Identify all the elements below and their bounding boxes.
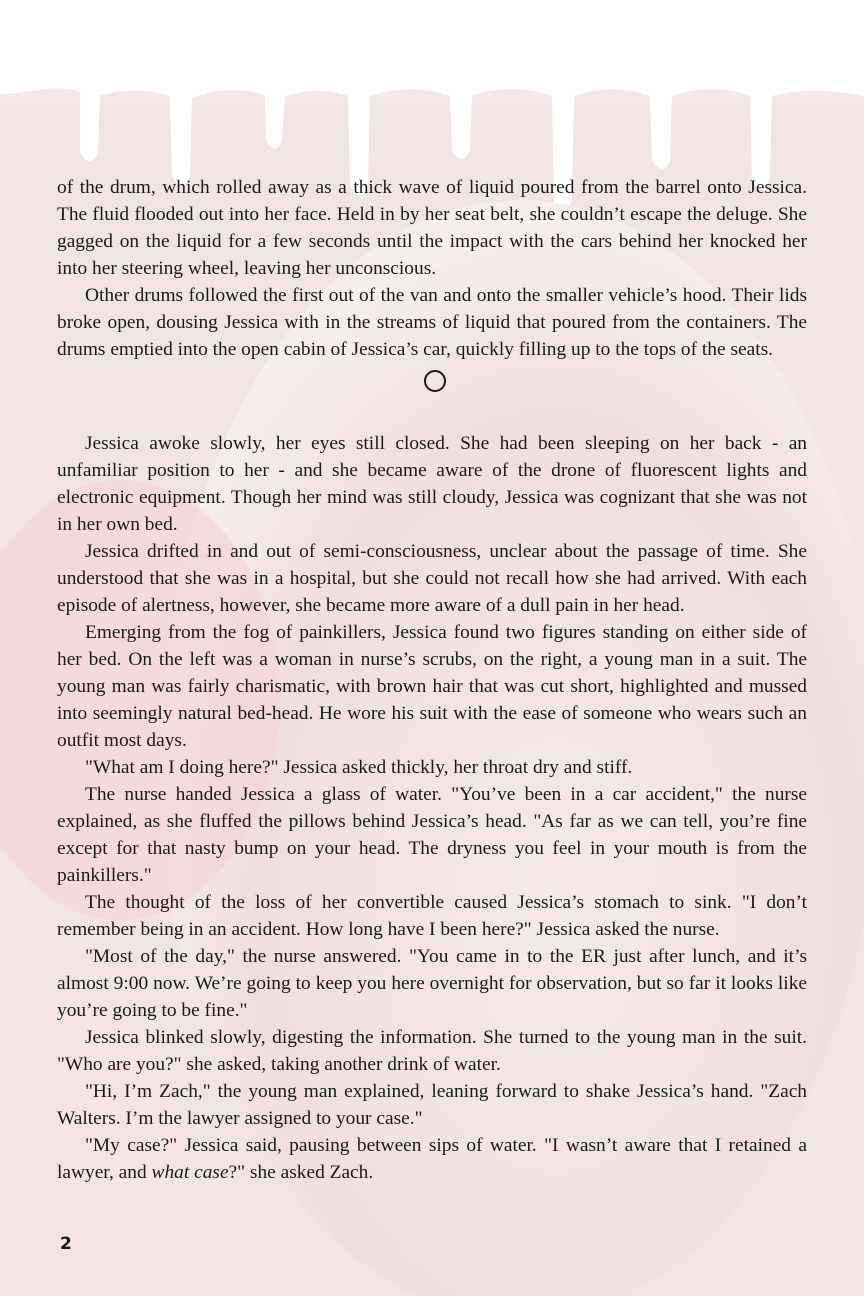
page-number: 2 — [60, 1234, 72, 1254]
paragraph: The thought of the loss of her convertible caused Jessica’s stomach to sink. "I don’t remember being in an accident. How long have I been here?" Jessica asked the nurse. — [57, 892, 807, 940]
body-text — [57, 174, 807, 1186]
paragraph: of the drum, which rolled away as a thick wave of liquid poured from the barrel onto Jessica. The fluid flooded out into her face. Held in by her seat belt, she couldn’t escape the deluge. She gagged on the liquid for a few seconds until the impact with the cars behind her knocked her into her steering wheel, leaving her unconscious. — [57, 177, 807, 279]
paragraph: Jessica awoke slowly, her eyes still closed. She had been sleeping on her back - an unfamiliar position to her - and she became aware of the drone of fluorescent lights and electronic equipment. Though her mind was still cloudy, Jessica was cognizant that she was not in her own bed. — [57, 433, 807, 535]
paragraph-text: "My case?" Jessica said, pausing between sips of water. "I wasn’t aware that I retained a lawyer, and — [57, 1135, 807, 1183]
paragraph: Emerging from the fog of painkillers, Jessica found two figures standing on either side of her bed. On the left was a woman in nurse’s scrubs, on the right, a young man in a suit. The young man was fairly charismatic, with brown hair that was cut short, highlighted and mussed into seemingly natural bed-head. He wore his suit with the ease of someone who wears such an outfit most days. — [57, 622, 807, 751]
emphasis-text: what case — [151, 1162, 229, 1183]
paragraph: "What am I doing here?" Jessica asked thickly, her throat dry and stiff. — [85, 757, 633, 778]
paragraph-text: ?" she asked Zach. — [228, 1162, 374, 1183]
section-break — [57, 368, 807, 422]
paragraph-last — [57, 1132, 807, 1186]
paragraph: Other drums followed the first out of the van and onto the smaller vehicle’s hood. Their lids broke open, dousing Jessica with in the streams of liquid that poured from the containers. The drums emptied into the open cabin of Jessica’s car, quickly filling up to the tops of the seats. — [57, 285, 807, 360]
paragraph: "Most of the day," the nurse answered. "You came in to the ER just after lunch, and it’s almost 9:00 now. We’re going to keep you here overnight for observation, but so far it looks like you’re going to be fine." — [57, 946, 807, 1021]
circle-icon — [424, 370, 446, 392]
paragraph: Jessica drifted in and out of semi-consciousness, unclear about the passage of time. She understood that she was in a hospital, but she could not recall how she had arrived. With each episode of alertness, however, she became more aware of a dull pain in her head. — [57, 541, 807, 616]
paragraph: "Hi, I’m Zach," the young man explained, leaning forward to shake Jessica’s hand. "Zach Walters. I’m the lawyer assigned to your case." — [57, 1081, 807, 1129]
paragraph: The nurse handed Jessica a glass of water. "You’ve been in a car accident," the nurse explained, as she fluffed the pillows behind Jessica’s head. "As far as we can tell, you’re fine except for that nasty bump on your head. The dryness you feel in your mouth is from the painkillers." — [57, 784, 807, 886]
paragraph: Jessica blinked slowly, digesting the information. She turned to the young man in the suit. "Who are you?" she asked, taking another drink of water. — [57, 1027, 807, 1075]
